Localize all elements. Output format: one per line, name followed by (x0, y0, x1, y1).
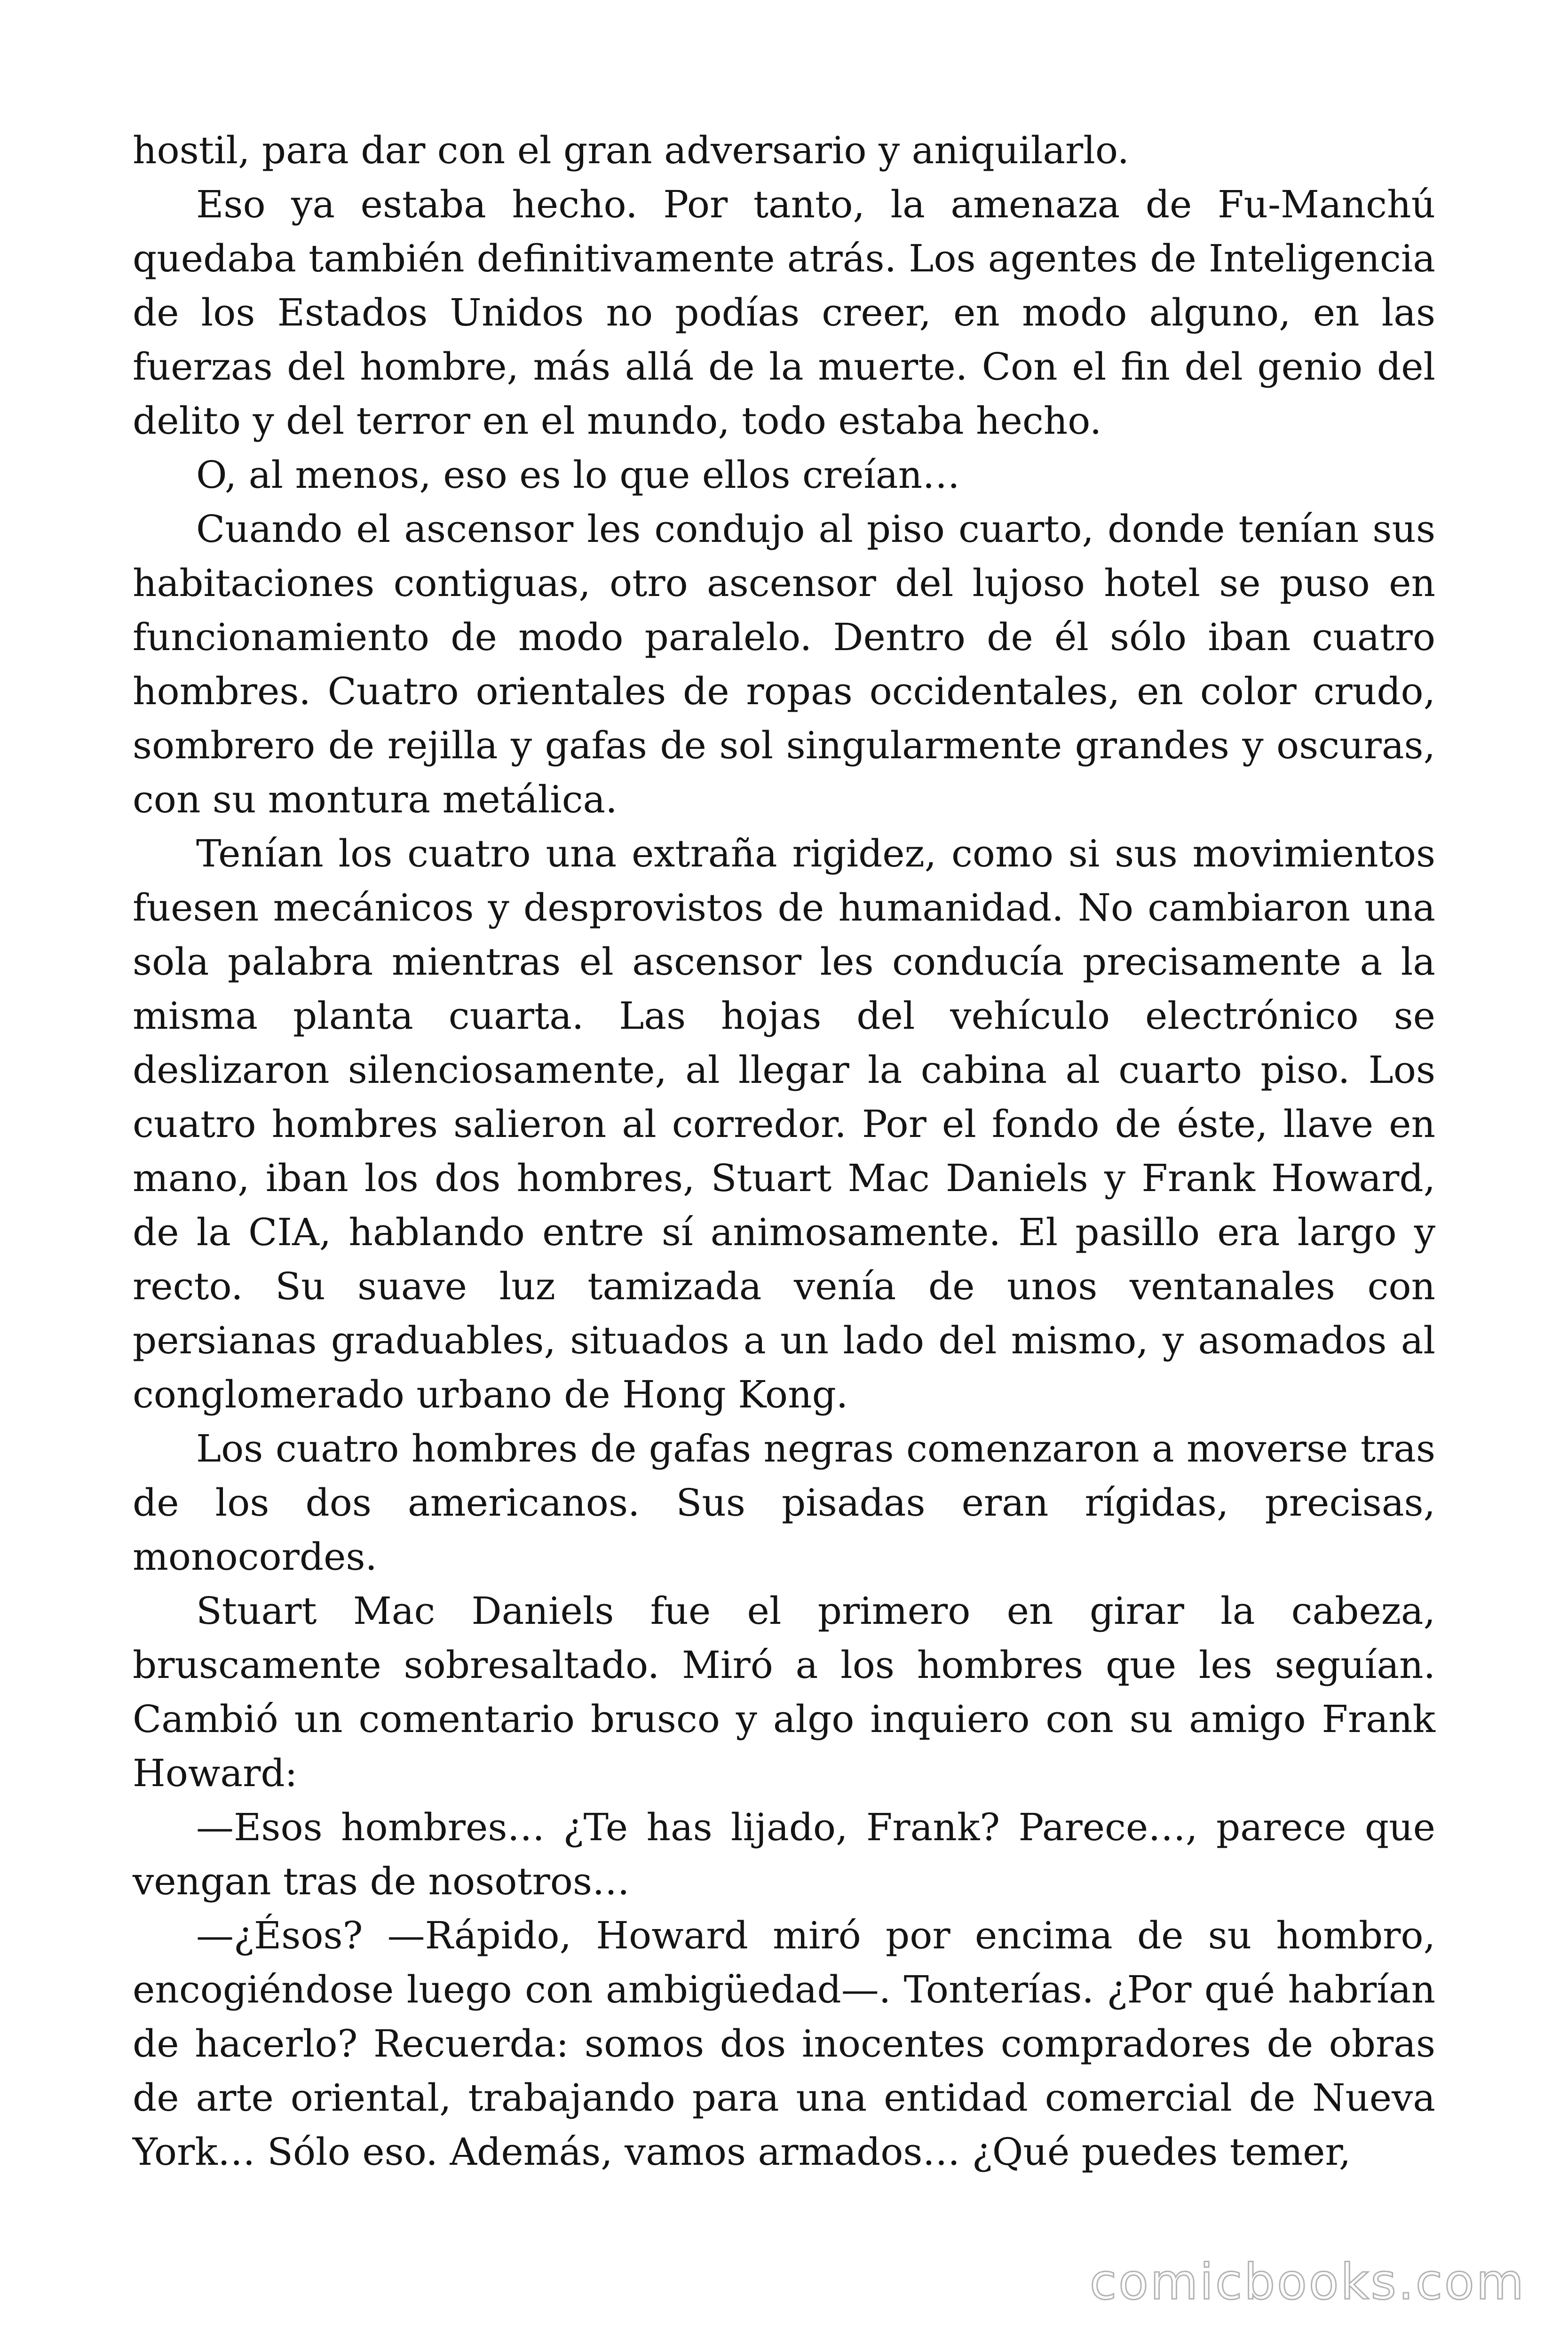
paragraph: hostil, para dar con el gran adversario y aniquilarlo. (133, 128, 1130, 172)
paragraph: O, al menos, eso es lo que ellos creían… (196, 453, 960, 497)
paragraph: —Esos hombres… ¿Te has lijado, Frank? Parece…, parece que vengan tras de nosotros… (133, 1805, 1435, 1903)
paragraph: Stuart Mac Daniels fue el primero en girar la cabeza, bruscamente sobresaltado. Miró a los hombres que les seguían. Cambió un comentario brusco y algo inquiero con su amigo Frank Howard: (133, 1589, 1435, 1795)
paragraph: —¿Ésos? —Rápido, Howard miró por encima de su hombro, encogiéndose luego con ambigüedad—. Tonterías. ¿Por qué habrían de hacerlo? Recuerda: somos dos inocentes compradores de obras de arte oriental, trabajando para una entidad comercial de Nueva York… Sólo eso. Además, vamos armados… ¿Qué puedes temer, (133, 1914, 1435, 2174)
watermark: comicbooks.com (1089, 2253, 1526, 2311)
paragraph: Tenían los cuatro una extraña rigidez, como si sus movimientos fuesen mecánicos y desprovistos de humanidad. No cambiaron una sola palabra mientras el ascensor les conducía precisamente a la misma planta cuarta. Las hojas del vehículo electrónico se deslizaron silenciosamente, al llegar la cabina al cuarto piso. Los cuatro hombres salieron al corredor. Por el fondo de éste, llave en mano, iban los dos hombres, Stuart Mac Daniels y Frank Howard, de la CIA, hablando entre sí animosamente. El pasillo era largo y recto. Su suave luz tamizada venía de unos ventanales con persianas graduables, situados a un lado del mismo, y asomados al conglomerado urbano de Hong Kong. (133, 832, 1435, 1416)
body-text (133, 123, 1435, 2179)
paragraph: Cuando el ascensor les condujo al piso cuarto, donde tenían sus habitaciones contiguas, otro ascensor del lujoso hotel se puso en funcionamiento de modo paralelo. Dentro de él sólo iban cuatro hombres. Cuatro orientales de ropas occidentales, en color crudo, sombrero de rejilla y gafas de sol singularmente grandes y oscuras, con su montura metálica. (133, 507, 1435, 821)
paragraph: Eso ya estaba hecho. Por tanto, la amenaza de Fu-Manchú quedaba también definitivamente atrás. Los agentes de Inteligencia de los Estados Unidos no podías creer, en modo alguno, en las fuerzas del hombre, más allá de la muerte. Con el fin del genio del delito y del terror en el mundo, todo estaba hecho. (133, 183, 1435, 443)
paragraph: Los cuatro hombres de gafas negras comenzaron a moverse tras de los dos americanos. Sus pisadas eran rígidas, precisas, monocordes. (133, 1427, 1435, 1579)
